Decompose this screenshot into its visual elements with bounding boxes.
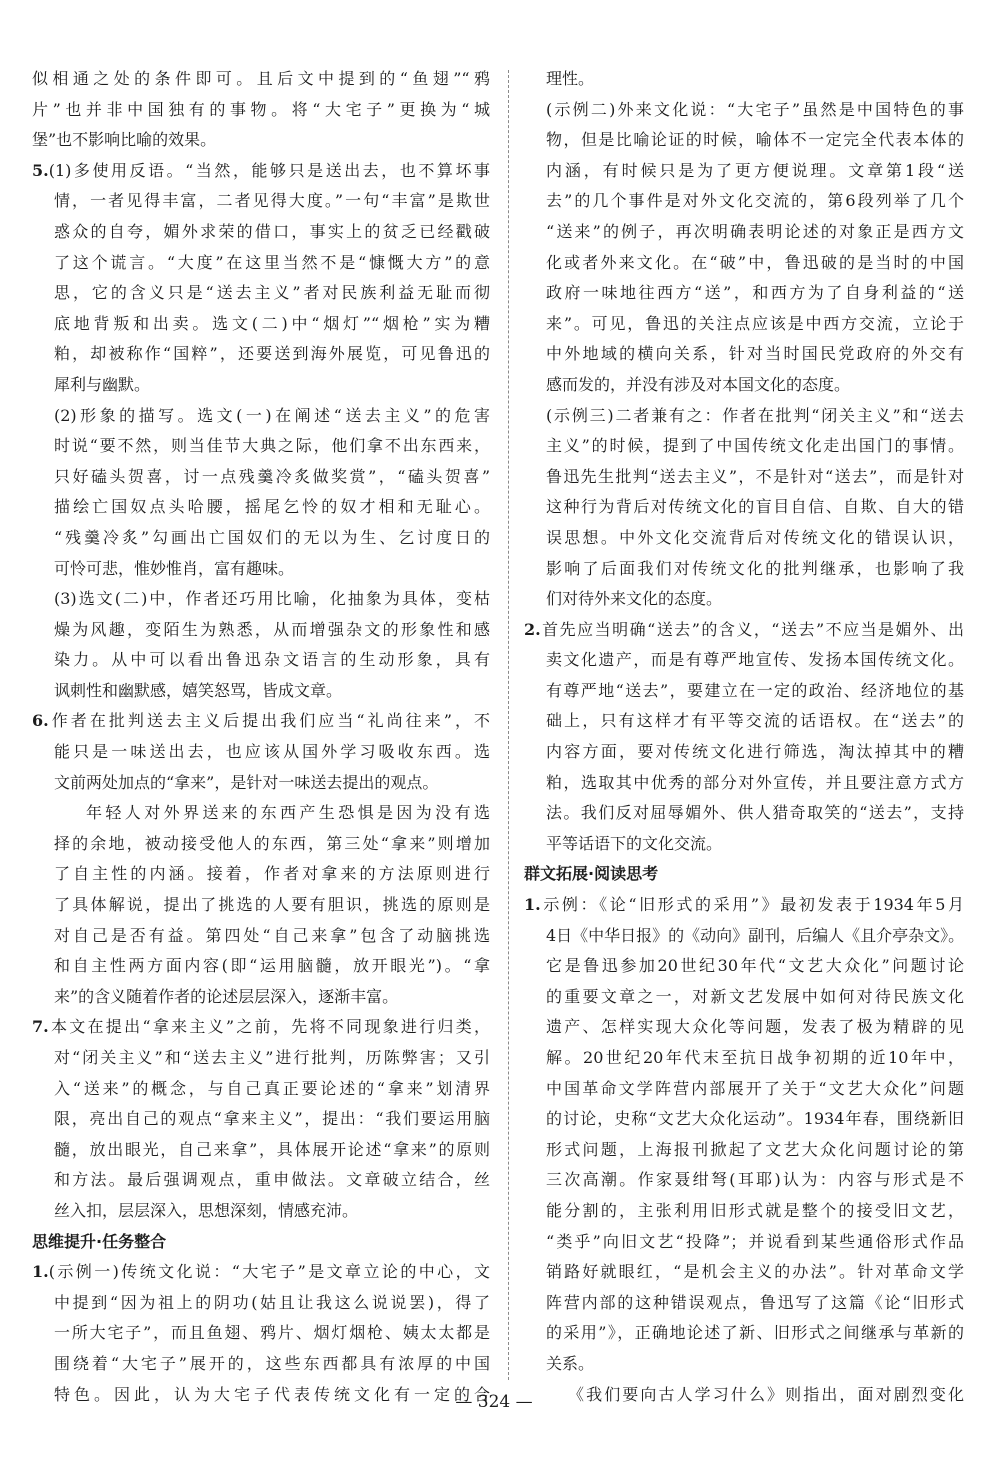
line-text: 误思想。中外文化交流背后对传统文化的错误认识， [546,527,964,547]
line-text: 《我们要向古人学习什么》则指出，面对剧烈变化 [568,1384,964,1404]
text-line [524,890,964,921]
line-text: 描绘亡国奴点头哈腰，摇尾乞怜的奴才相和无耻心。 [54,497,490,517]
text-line [32,1104,490,1135]
text-line [524,217,964,248]
text-line [32,309,490,340]
line-text: 法。我们反对屈辱媚外、供人猎奇取笑的“送去”，支持 [546,803,964,823]
text-line [524,125,964,156]
line-text: 内容方面，要对传统文化进行筛选，淘汰掉其中的糟 [546,742,964,762]
line-text: 来”的含义随着作者的论述层层深入，逐渐丰富。 [54,986,399,1006]
line-text: 底地背叛和出卖。选文(二)中“烟灯”“烟枪”实为糟 [54,313,490,333]
text-line [32,1074,490,1105]
line-text: 首先应当明确“送去”的含义，“送去”不应当是媚外、出 [540,619,964,639]
text-line [32,706,490,737]
line-text: 特色。因此，认为大宅子代表传统文化有一定的合 [54,1384,490,1404]
line-text: 情，一者见得丰富，二者见得大度。”一句“丰富”是欺世 [54,191,490,211]
line-text: 髓，放出眼光，自己来拿”，具体展开论述“拿来”的原则 [54,1139,490,1159]
text-line [524,798,964,829]
line-text: 能只是一味送出去，也应该从国外学习吸收东西。选 [54,742,490,762]
text-line [524,1074,964,1105]
line-text: (2)形象的描写。选文(一)在阐述“送去主义”的危害 [54,405,490,425]
text-line [32,64,490,95]
text-line [32,1318,490,1349]
line-text: 销路好就眼红，“是机会主义的办法”。针对革命文学 [546,1262,964,1282]
line-text: 和自主性两方面内容(即“运用脑髓，放开眼光”)。“拿 [54,956,490,976]
text-line [524,156,964,187]
text-line [32,554,490,585]
text-line [32,401,490,432]
line-text: 中国革命文学阵营内部展开了关于“文艺大众化”问题 [546,1078,964,1098]
text-line [524,829,964,860]
column-divider [508,70,509,1380]
question-number: 1. [32,1262,49,1282]
text-line [32,278,490,309]
line-text: 鲁迅先生批判“送去主义”，不是针对“送去”，而是针对 [546,466,964,486]
text-line [524,921,964,952]
text-line [524,1043,964,1074]
text-line [32,1288,490,1319]
line-text: 这种行为背后对传统文化的盲目自信、自欺、自大的错 [546,497,964,517]
line-text: 去”的几个事件是对外文化交流的，第6段列举了几个 [546,191,964,211]
text-line [32,890,490,921]
text-line [32,859,490,890]
text-line [32,1196,490,1227]
line-text: (3)选文(二)中，作者还巧用比喻，化抽象为具体，变枯 [54,589,490,609]
text-line [524,554,964,585]
line-text: 感而发的，并没有涉及对本国文化的态度。 [546,374,851,394]
text-line [524,768,964,799]
line-text: 只好磕头贺喜，讨一点残羹冷炙做奖赏”，“磕头贺喜” [54,466,490,486]
text-line [32,615,490,646]
text-line [32,523,490,554]
line-text: 了自主性的内涵。接着，作者对拿来的方法原则进行 [54,864,490,884]
section-heading: 思维提升·任务整合 [32,1231,167,1251]
line-text: 影响了后面我们对传统文化的批判继承，也影响了我 [546,558,964,578]
text-line [32,645,490,676]
text-line [524,951,964,982]
text-line [32,248,490,279]
line-text: 粕，却被称作“国粹”，还要送到海外展览，可见鲁迅的 [54,344,490,364]
line-text: 年轻人对外界送来的东西产生恐惧是因为没有选 [86,803,490,823]
text-line [524,95,964,126]
text-line [32,339,490,370]
text-line [32,1135,490,1166]
line-text: 的讨论，史称“文艺大众化运动”。1934年春，围绕新旧 [546,1109,964,1129]
line-text: 4日《中华日报》的《动向》副刊，后编人《且介亭杂文》。 [546,925,964,945]
text-line [32,921,490,952]
text-line [32,1349,490,1380]
line-text: 择的余地，被动接受他人的东西，第三处“拿来”则增加 [54,833,490,853]
line-text: 们对待外来文化的态度。 [546,589,723,609]
text-line [524,584,964,615]
line-text: 丝入扣，层层深入，思想深刻，情感充沛。 [54,1200,359,1220]
line-text: 围绕着“大宅子”展开的，这些东西都具有浓厚的中国 [54,1353,490,1373]
line-text: 的采用”》，正确地论述了新、旧形式之间继承与革新的 [546,1323,964,1343]
text-line [524,523,964,554]
line-text: 它是鲁迅参加20世纪30年代“文艺大众化”问题讨论 [546,956,964,976]
text-line [524,64,964,95]
line-text: “类乎”向旧文艺“投降”；并说看到某些通俗形式作品 [546,1231,964,1251]
line-text: 内涵，有时候只是为了更方便说理。文章第1段“送 [546,160,964,180]
line-text: 燥为风趣，变陌生为熟悉，从而增强杂文的形象性和感 [54,619,490,639]
text-line [32,584,490,615]
line-text: 片”也并非中国独有的事物。将“大宅子”更换为“城 [32,99,490,119]
text-line [524,1318,964,1349]
text-line [524,1012,964,1043]
line-text: 似相通之处的条件即可。且后文中提到的“鱼翅”“鸦 [32,69,490,88]
line-text: 对“闭关主义”和“送去主义”进行批判，历陈弊害；又引 [54,1048,490,1067]
line-text: 政府一味地往西方“送”，和西方为了自身利益的“送 [546,283,964,303]
text-line [32,125,490,156]
question-number: 2. [524,619,541,639]
line-text: 思，它的含义只是“送去主义”者对民族利益无耻而彻 [54,283,490,303]
line-text: 时说“要不然，则当佳节大典之际，他们拿不出东西来， [54,436,490,456]
text-line [32,1043,490,1074]
text-line [524,645,964,676]
text-line [524,186,964,217]
text-line [32,431,490,462]
line-text: 文前两处加点的“拿来”，是针对一味送去提出的观点。 [54,772,439,792]
text-line [524,1349,964,1380]
line-text: 物，但是比喻论证的时候，喻体不一定完全代表本体的 [546,130,964,150]
right-column [524,64,964,1410]
text-line [524,492,964,523]
line-text: 化或者外来文化。在“破”中，鲁迅破的是当时的中国 [546,252,964,272]
line-text: 三次高潮。作家聂绀弩(耳耶)认为：内容与形式是不 [546,1170,964,1190]
line-text: (示例三)二者兼有之：作者在批判“闭关主义”和“送去 [546,405,964,425]
text-line [524,982,964,1013]
line-text: 入“送来”的概念，与自己真正要论述的“拿来”划清界 [54,1078,490,1098]
text-line [32,95,490,126]
text-line [524,431,964,462]
line-text: 解。20世纪20年代末至抗日战争初期的近10年中， [546,1048,964,1067]
text-line [524,1257,964,1288]
line-text: 粕，选取其中优秀的部分对外宣传，并且要注意方式方 [546,772,964,792]
line-text: (1)多使用反语。“当然，能够只是送出去，也不算坏事 [48,160,490,180]
text-line [524,248,964,279]
text-line [32,492,490,523]
text-line [524,1135,964,1166]
text-line [524,737,964,768]
line-text: 限，亮出自己的观点“拿来主义”，提出：“我们要运用脑 [54,1109,490,1129]
line-text: 犀利与幽默。 [54,374,151,394]
text-line [32,1257,490,1288]
line-text: (示例二)外来文化说：“大宅子”虽然是中国特色的事 [546,99,964,119]
line-text: 本文在提出“拿来主义”之前，先将不同现象进行归类， [48,1017,490,1037]
text-line [32,1165,490,1196]
text-line [524,1288,964,1319]
text-line [524,1196,964,1227]
line-text: “送来”的例子，再次明确表明论述的对象正是西方文 [546,221,964,241]
text-line [32,186,490,217]
text-line [32,217,490,248]
question-number: 6. [32,711,49,731]
text-line [524,370,964,401]
line-text: 阵营内部的这种错误观点，鲁迅写了这篇《论“旧形式 [546,1292,964,1312]
question-number: 5. [32,160,49,180]
text-line [32,676,490,707]
text-line [32,370,490,401]
line-text: 有尊严地“送去”，要建立在一定的政治、经济地位的基 [546,680,964,700]
line-text: 主义”的时候，提到了中国传统文化走出国门的事情。 [546,436,964,456]
text-line [524,706,964,737]
text-line [524,1165,964,1196]
line-text: 来”。可见，鲁迅的关注点应该是中西方交流，立论于 [546,313,964,333]
page-number: — 324 — [455,1392,533,1412]
line-text: 的重要文章之一，对新文艺发展中如何对待民族文化 [546,986,964,1006]
text-line [32,1012,490,1043]
question-number: 1. [524,895,541,915]
text-line [32,829,490,860]
line-text: 了具体解说，提出了挑选的人要有胆识，挑选的原则是 [54,895,490,915]
line-text: 对自己是否有益。第四处“自己来拿”包含了动脑挑选 [54,925,490,945]
text-line [32,982,490,1013]
line-text: 卖文化遗产，而是有尊严地宣传、发扬本国传统文化。 [546,650,964,670]
text-line [524,309,964,340]
text-line [32,768,490,799]
line-text: 示例：《论“旧形式的采用”》最初发表于1934年5月 [540,895,964,915]
line-text: 可怜可悲，惟妙惟肖，富有趣味。 [54,558,295,578]
line-text: 形式问题，上海报刊掀起了文艺大众化问题讨论的第 [546,1139,964,1159]
text-line [524,401,964,432]
line-text: 讽刺性和幽默感，嬉笑怒骂，皆成文章。 [54,680,343,700]
line-text: 关系。 [546,1353,595,1373]
section-heading: 群文拓展·阅读思考 [524,864,659,884]
text-line [32,462,490,493]
text-line [524,615,964,646]
text-line [524,1227,964,1258]
line-text: “残羹冷炙”勾画出亡国奴们的无以为生、乞讨度日的 [54,527,490,547]
line-text: 平等话语下的文化交流。 [546,833,723,853]
text-line [524,462,964,493]
text-line [524,1104,964,1135]
line-text: 惑众的自夸，媚外求荣的借口，事实上的贫乏已经戳破 [54,221,490,241]
question-number: 7. [32,1017,49,1037]
line-text: 堡”也不影响比喻的效果。 [32,130,217,150]
line-text: (示例一)传统文化说：“大宅子”是文章立论的中心，文 [48,1262,490,1282]
line-text: 遗产、怎样实现大众化等问题，发表了极为精辟的见 [546,1017,964,1037]
text-line [32,951,490,982]
text-line [32,156,490,187]
line-text: 能分割的，主张利用旧形式就是整个的接受旧文艺， [546,1200,964,1220]
line-text: 中外地域的横向关系，针对当时国民党政府的外交有 [546,344,964,364]
line-text: 了这个谎言。“大度”在这里当然不是“慷慨大方”的意 [54,252,490,272]
text-line [524,339,964,370]
line-text: 础上，只有这样才有平等交流的话语权。在“送去”的 [546,711,964,731]
line-text: 理性。 [546,69,595,88]
text-line [524,676,964,707]
text-line [32,798,490,829]
left-column [32,64,490,1410]
text-line [32,737,490,768]
text-line [524,278,964,309]
line-text: 染力。从中可以看出鲁迅杂文语言的生动形象，具有 [54,650,490,670]
line-text: 一所大宅子”，而且鱼翅、鸦片、烟灯烟枪、姨太太都是 [54,1323,490,1343]
line-text: 作者在批判送去主义后提出我们应当“礼尚往来”，不 [48,711,490,731]
line-text: 和方法。最后强调观点，重申做法。文章破立结合，丝 [54,1170,490,1190]
line-text: 中提到“因为祖上的阴功(姑且让我这么说说罢)，得了 [54,1292,490,1312]
